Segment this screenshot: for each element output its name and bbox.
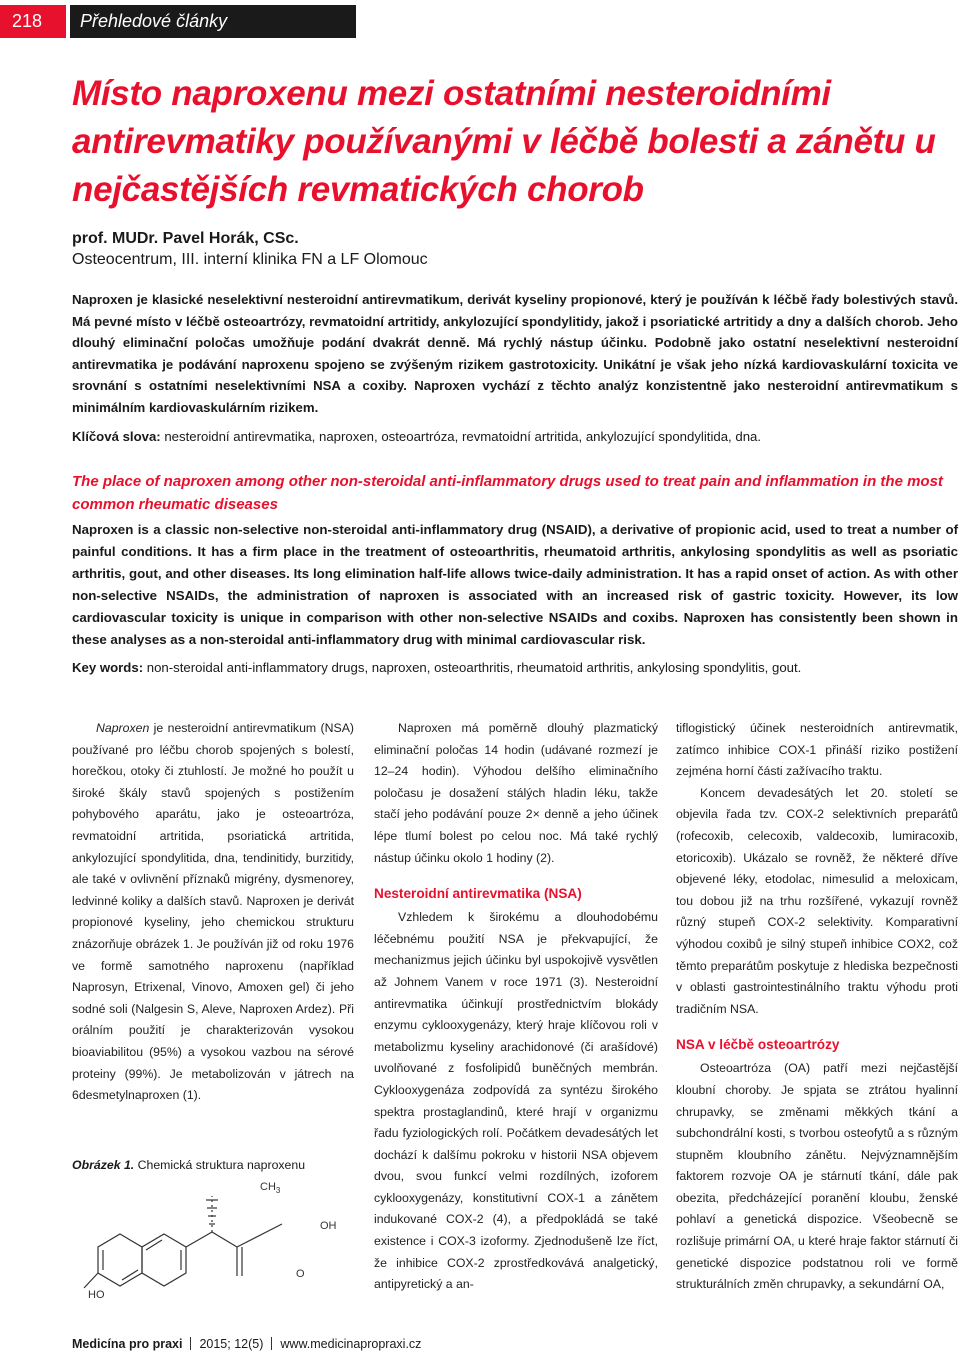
article-affiliation: Osteocentrum, III. interní klinika FN a LF Olomouc <box>72 251 428 268</box>
body-paragraph: tiflogistický účinek nesteroidních antirevmatik, zatímco inhibice COX-1 přináší riziko postižení zejména horní části zažívacího traktu. <box>676 721 958 779</box>
body-paragraph: Koncem devadesátých let 20. století se objevila řada tzv. COX-2 selektivních preparátů (rofecoxib, celecoxib, valdecoxib, lumiracoxib, etoricoxib). Ukázalo se rovněž, že některé dříve objevené léky, etodolac, nimesulid a meloxicam, tou dobou již na trhu rozšířené, vykazují rovněž různý stupeň COX-2 selektivity. Komparativní výhodou coxibů je silný stupeň inhibice COX2, což těmto preparátům poskytuje z hlediska bezpečnosti v oblasti gastrointestinálního traktu výhodu proti tradičním NSA. <box>676 785 958 1016</box>
abstract-cz: Naproxen je klasické neselektivní nesteroidní antirevmatikum, derivát kyseliny propionové, který je používán k léčbě řady bolestivých stavů. Má pevné místo v léčbě osteoartrózy, revmatoidní artritidy, ankylozující spondylitidy, jakož i psoriatické artritidy a dny a dalších chorob. Jeho dlouhý eliminační poločas umožňuje podání dvakrát denně. Má rychlý nástup účinku. Podobně jako ostatní neselektivní nesteroidní antirevmatika je podávání naproxenu spojeno se zvýšeným rizikem gastrotoxicity. Unikátní je však jeho nízká kardiovaskulární toxicita ve srovnání s ostatními neselektivními NSA a coxiby. Naproxen vychází z těchto analýz konzistentně jako nesteroidní antirevmatikum s minimálním kardiovaskulárním rizikem. <box>72 292 958 415</box>
keywords-cz <box>72 426 958 447</box>
section-heading-osteoarthritis: NSA v léčbě osteoartrózy <box>676 1037 840 1053</box>
english-title: The place of naproxen among other non-steroidal anti-inflammatory drugs used to treat pain and inflammation in the most common rheumatic diseases <box>72 473 943 513</box>
journal-name: Medicína pro praxi <box>72 1337 183 1351</box>
o-label: O <box>296 1268 305 1280</box>
keywords-cz-text: nesteroidní antirevmatika, naproxen, osteoartróza, revmatoidní artritida, ankylozující spondylitida, dna. <box>160 429 762 444</box>
body-column-1 <box>72 718 354 1107</box>
figure-caption <box>72 1156 305 1174</box>
footer-divider <box>271 1337 272 1350</box>
article-title: Místo naproxenu mezi ostatními nesteroidními antirevmatiky používanými v léčbě bolesti a zánětu u nejčastějších revmatických chorob <box>72 74 936 209</box>
body-paragraph: Naproxen má poměrně dlouhý plazmatický eliminační poločas 14 hodin (udávané rozmezí je 12–24 hodin). Výhodou delšího eliminačního poločasu je dosažení stálých hladin léku, takže stačí jeho podávání pouze 2× denně a jeho účinek lépe tlumí bolest po celou noc. Má také rychlý nástup účinku okolo 1 hodiny (2). <box>374 721 658 865</box>
body-column-2 <box>374 718 658 1296</box>
body-paragraph: Vzhledem k širokému a dlouhodobému léčebnému použití NSA je překvapující, že mechanizmus jejich účinku byl uspokojivě vysvětlen až Johnem Vanem v roce 1971 (3). Nesteroidní antirevmatika účinkují prostřednictvím blokády enzymu cyklooxygenázy, který hraje klíčovou roli v metabolizmu kyseliny arachidonové (či arašídové) uvolňované z fosfolipidů buněčných membrán. Cyklooxygenáza zodpovídá za syntézu širokého spektra prostaglandinů, které hrají v organizmu řadu fyziologických rolí. Počátkem devadesátých let dochází k dalšímu pokroku v historii NSA objevem dvou, svou funkcí velmi rozdílných, izoforem cyklooxygenázy, konstitutivní COX-1 a zánětem indukované COX-2 (4), a předpokládá se také existence i COX-3 izoformy. Zjednodušeně lze říct, že inhibice COX-2 zprostředkovává analgetický, antipyretický a an- <box>374 910 658 1292</box>
section-heading-nsa: Nesteroidní antirevmatika (NSA) <box>374 886 582 902</box>
body-paragraph: Osteoartróza (OA) patří mezi nejčastější kloubní choroby. Je spjata se ztrátou hyalinní chrupavky, se změnami měkkých tkání a subchondrální kosti, s tvorbou osteofytů a s různým stupněm kloubního zánětu. Nejvýznamnějším faktorem rozvoje OA je stárnutí tkání, dále pak obezita, předcházející poranění kloubu, ženské pohlaví a genetická dispozice. Všeobecně se rozlišuje primární OA, u které hraje faktor stárnutí či genetické dispozice podstatnou roli ve formě strukturálních změn chrupavky, a sekundární OA, <box>676 1061 958 1292</box>
body-paragraph <box>72 718 354 1107</box>
benzene-ring-left <box>98 1234 142 1286</box>
figure-label: Obrázek 1. <box>72 1158 135 1172</box>
benzene-ring-right <box>142 1234 186 1286</box>
oh-label: OH <box>320 1220 337 1232</box>
lead-word: Naproxen <box>96 721 150 735</box>
page-number: 218 <box>0 5 66 38</box>
page-footer <box>72 1336 421 1352</box>
body-column-3 <box>676 718 958 1296</box>
naproxen-structure-diagram <box>72 1176 354 1306</box>
journal-url-link[interactable]: www.medicinapropraxi.cz <box>280 1337 422 1351</box>
figure-caption-text: Chemická struktura naproxenu <box>134 1158 306 1172</box>
journal-issue: 2015; 12(5) <box>199 1337 264 1351</box>
section-label: Přehledové články <box>70 5 356 38</box>
keywords-en-label: Key words: <box>72 660 144 675</box>
keywords-cz-label: Klíčová slova: <box>72 429 161 444</box>
keywords-en-text: non-steroidal anti-inflammatory drugs, naproxen, osteoarthritis, rheumatoid arthritis, ankylosing spondylitis, gout. <box>143 660 802 675</box>
paragraph-text: je nesteroidní antirevmatikum (NSA) používané pro léčbu chorob spojených s bolestí, horečkou, otoky či ztuhlostí. Je možné ho použít u široké škály stavů spojených s postižením pohybového aparátu, jako je osteoartróza, revmatoidní artritida, psoriatická artritida, ankylozující spondylitida, dna, tendinitidy, burzitidy, ale také v ovlivnění příznaků migrény, dysmenorey, ledvinné koliky a dalších stavů. Naproxen je derivát propionové kyseliny, jeho chemickou strukturu znázorňuje obrázek 1. Je používán již od roku 1976 ve formě samotného naproxenu (například Naprosyn, Etrixenal, Vinovo, Amoxen gel) či jeho sodné soli (Nalgesin S, Aleve, Naproxen Ardez). Při orálním použití je charakterizován vysokou bioaviabilitou (95%) a vysokou vazbou na sérové proteiny (99%). Je metabolizován v játrech na 6desmetylnaproxen (1). <box>72 721 354 1103</box>
ch3-label: $CH_3$ <box>260 1181 281 1195</box>
article-author: prof. MUDr. Pavel Horák, CSc. <box>72 230 299 247</box>
ho-label: HO <box>88 1289 105 1301</box>
footer-divider <box>190 1337 191 1350</box>
keywords-en <box>72 657 958 678</box>
abstract-en: Naproxen is a classic non-selective non-steroidal anti-inflammatory drug (NSAID), a derivative of propionic acid, used to treat a number of painful conditions. It has a firm place in the treatment of osteoarthritis, rheumatoid arthritis, ankylosing spondylitis as well as psoriatic arthritis, gout, and other diseases. Its long elimination half-life allows twice-daily administration. It has a rapid onset of action. As with other non-selective NSAIDs, the administration of naproxen is associated with an increased risk of gastric toxicity. However, its low cardiovascular toxicity is unique in comparison with other non-selective NSAIDs and coxibs. Naproxen has consistently been shown in these analyses as a non-steroidal anti-inflammatory drug with minimal cardiovascular risk. <box>72 522 958 647</box>
